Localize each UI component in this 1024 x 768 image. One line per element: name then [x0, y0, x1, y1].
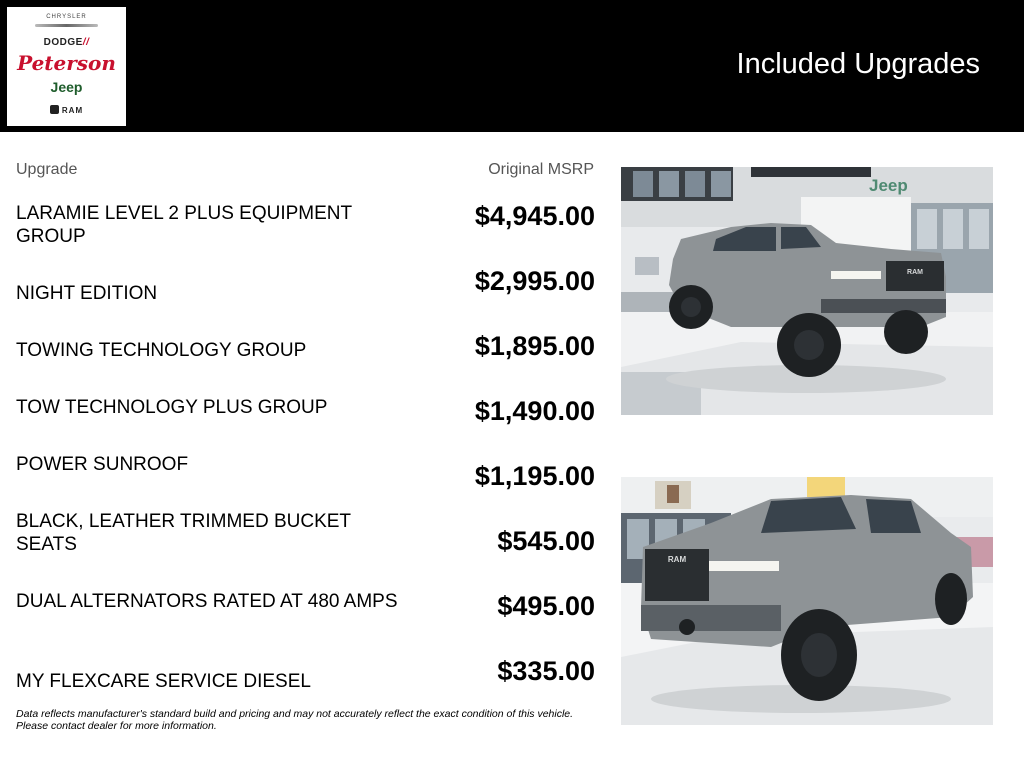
upgrade-price: $4,945.00: [474, 201, 595, 231]
upgrade-price: $545.00: [497, 526, 595, 556]
upgrade-name: LARAMIE LEVEL 2 PLUS EQUIPMENT GROUP: [16, 203, 352, 247]
ram-head-icon: [50, 105, 59, 114]
dodge-stripes-icon: //: [82, 37, 90, 48]
column-header-upgrade: Upgrade: [16, 161, 78, 178]
dealer-logo[interactable]: [7, 7, 126, 126]
upgrade-name: NIGHT EDITION: [16, 283, 158, 304]
truck-front-illustration: [621, 477, 993, 725]
upgrade-price: $1,490.00: [474, 396, 595, 426]
ram-logo-text: RAM: [61, 106, 84, 115]
upgrade-price: $1,895.00: [474, 331, 595, 361]
upgrade-price: $2,995.00: [474, 266, 595, 296]
dodge-logo-text: DODGE: [43, 37, 83, 48]
chrysler-wing-icon: [35, 24, 98, 27]
upgrade-name: MY FLEXCARE SERVICE DIESEL: [16, 671, 311, 692]
truck-photo-front[interactable]: [621, 477, 993, 725]
dodge-logo: [7, 37, 126, 48]
upgrade-name: BLACK, LEATHER TRIMMED BUCKET SEATS: [16, 511, 351, 555]
page-title: Included Upgrades: [736, 48, 980, 80]
upgrade-price: $335.00: [497, 656, 595, 686]
upgrade-name: TOWING TECHNOLOGY GROUP: [16, 340, 307, 361]
ram-logo: [7, 105, 126, 115]
jeep-logo: Jeep: [50, 79, 83, 95]
column-header-msrp: Original MSRP: [488, 161, 594, 178]
ram-grille-badge: RAM: [667, 555, 687, 564]
disclaimer-text: Data reflects manufacturer's standard build and pricing and may not accurately reflect the exact condition of this vehicle. Please contact dealer for more information.: [16, 708, 574, 732]
dealer-name-logo: Peterson: [17, 51, 116, 75]
upgrade-price: $1,195.00: [474, 461, 595, 491]
upgrade-price: $495.00: [497, 591, 595, 621]
upgrade-name: DUAL ALTERNATORS RATED AT 480 AMPS: [16, 591, 398, 612]
truck-side-illustration: [621, 167, 993, 415]
chrysler-logo-text: CHRYSLER: [46, 14, 87, 20]
ram-grille-badge: RAM: [907, 269, 923, 276]
upgrade-name: POWER SUNROOF: [16, 454, 189, 475]
upgrade-name: TOW TECHNOLOGY PLUS GROUP: [16, 397, 328, 418]
dealership-jeep-sign: Jeep: [869, 176, 908, 195]
header-bar: [0, 0, 1024, 132]
truck-photo-side[interactable]: [621, 167, 993, 415]
